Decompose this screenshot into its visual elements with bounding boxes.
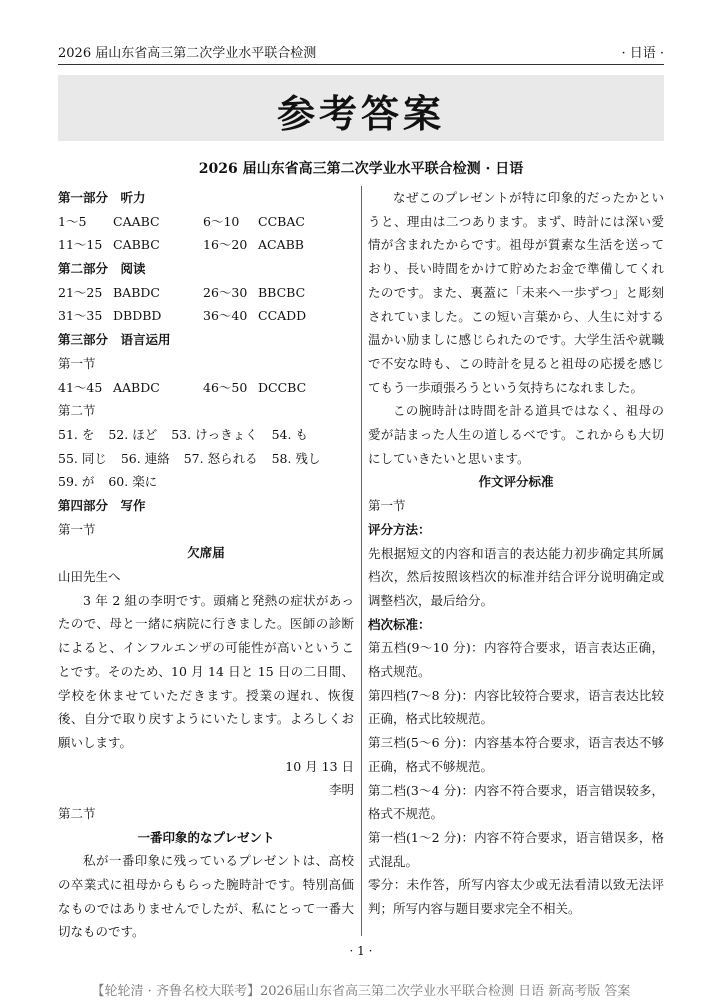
answer-key: DBDBD (113, 308, 162, 324)
range-label: 36～40 (203, 308, 248, 324)
range-label: 46～50 (203, 379, 248, 395)
essay2-paragraph-2: なぜこのプレゼントが特に印象的だったかというと、理由は二つあります。まず、時計には深い愛情が含まれたからです。祖母が質素な生活を送っており、長い時間をかけて貯めたお金で準備してくれたのです。また、裏蓋に「未来へ一歩ずつ」と彫刻されていました。この短い言葉から、人生に対する温かい励ましに感じられたのです。大学生活や就職で不安な時も、この時計を見ると祖母の応援を感じてもう一歩頑張ろうという気持ちになれました。 (368, 190, 664, 395)
section-label: 第一节 (368, 498, 406, 514)
fill-answer-line (58, 447, 354, 471)
section-label: 第一节 (58, 355, 96, 371)
page-number: · 1 · (349, 944, 373, 958)
fill-answer: 59. が (58, 474, 95, 490)
fill-answer: 54. も (271, 426, 308, 442)
answer-key: CABBC (113, 237, 160, 253)
fill-answer: 55. 同じ (58, 450, 107, 466)
level-item: 第二档(3～4 分)：内容不符合要求，语言错误较多，格式不规范。 (368, 782, 664, 822)
part1-heading: 第一部分 听力 (58, 190, 146, 205)
answer-row (58, 304, 354, 328)
answer-key: DCCBC (258, 379, 307, 395)
range-label: 6～10 (203, 213, 240, 229)
part2-heading: 第二部分 阅读 (58, 261, 146, 277)
answer-row (58, 281, 354, 305)
essay2-paragraph-1: 私が一番印象に残っているプレゼントは、高校の卒業式に祖母からもらった腕時計です。特別高価なものではありませんでしたが、私にとって一番大切なものです。 (58, 853, 354, 940)
range-label: 21～25 (58, 284, 103, 300)
essay2-paragraph-3: この腕時計は時間を計る道具ではなく、祖母の愛が詰まった人生の道しるべです。これからも大切にしていきたいと思います。 (368, 403, 664, 466)
essay2-title: 一番印象的なプレゼント (137, 829, 275, 845)
level-item: 第一档(1～2 分)：内容不符合要求，语言错误多，格式混乱。 (368, 829, 664, 869)
essay1-title: 欠席届 (187, 545, 225, 561)
range-label: 16～20 (203, 237, 248, 253)
column-divider (361, 186, 362, 936)
grading-title: 作文评分标准 (478, 474, 554, 490)
part3-heading: 第三部分 语言运用 (58, 332, 171, 348)
answer-key: ACABB (258, 237, 304, 253)
fill-answer: 52. ほど (108, 426, 158, 442)
answer-key: CCBAC (258, 213, 305, 229)
banner-title: 参考答案 (276, 92, 445, 136)
answer-key: CCADD (258, 308, 307, 324)
part4-heading: 第四部分 写作 (58, 497, 146, 513)
fill-answer: 58. 残し (271, 450, 321, 466)
section-label: 第一节 (58, 521, 96, 537)
answer-row (58, 233, 354, 257)
answer-row (58, 210, 354, 234)
range-label: 26～30 (203, 284, 248, 300)
section-label: 第二节 (58, 403, 96, 419)
essay1-signer: 李明 (328, 782, 354, 798)
answer-row (58, 376, 354, 400)
range-label: 41～45 (58, 379, 103, 395)
level-item: 第四档(7～8 分)：内容比较符合要求，语言表达比较正确，格式比较规范。 (368, 687, 664, 727)
fill-answer-line (58, 470, 354, 494)
answer-key: AABDC (113, 379, 160, 395)
method-heading: 评分方法： (368, 521, 431, 537)
answer-banner (58, 75, 664, 141)
fill-answer: 53. けっきょく (171, 426, 258, 442)
answer-key: CAABC (113, 213, 160, 229)
range-label: 11～15 (58, 237, 103, 253)
answer-key: BBCBC (258, 284, 306, 300)
fill-answer: 57. 怒られる (183, 450, 258, 466)
fill-answer: 56. 連絡 (120, 450, 170, 466)
answer-key: BABDC (113, 284, 160, 300)
essay1-salutation: 山田先生へ (58, 569, 121, 584)
section-label: 第二节 (58, 805, 96, 821)
method-text: 先根据短文的内容和语言的表达能力初步确定其所属档次，然后按照该档次的标准并结合评分说明确定或调整档次，最后给分。 (368, 545, 664, 608)
left-column (58, 186, 354, 944)
document-title: 2026 届山东省高三第二次学业水平联合检测 · 日语 (198, 161, 524, 177)
fill-answer: 60. 楽に (108, 474, 158, 490)
range-label: 1～5 (58, 213, 87, 229)
level-item: 第三档(5～6 分)：内容基本符合要求，语言表达不够正确，格式不够规范。 (368, 735, 664, 774)
header-subject: · 日语 · (621, 46, 664, 61)
essay1-date: 10 月 13 日 (285, 758, 354, 774)
essay1-body: 3 年 2 組の李明です。頭痛と発熱の症状があったので、母と一緒に病院に行きました。医師の診断によると、インフルエンザの可能性が高いということです。そのため、10 月 14 日と 15 日の二日間、学校を休ませていただきます。授業の遅れ、恢復後、自分で取り戻すようにいたします。よろしくお願いします。 (58, 592, 354, 750)
levels-heading: 档次标准： (368, 616, 431, 632)
running-header (58, 40, 664, 65)
fill-answer-line (58, 423, 354, 447)
range-label: 31～35 (58, 308, 103, 324)
level-item: 零分：未作答，所写内容太少或无法看清以致无法评判；所写内容与题目要求完全不相关。 (368, 877, 664, 917)
level-item: 第五档(9～10 分)：内容符合要求，语言表达正确，格式规范。 (368, 640, 664, 679)
right-column (368, 186, 664, 921)
header-title: 2026 届山东省高三第二次学业水平联合检测 (58, 46, 317, 61)
footer-watermark: 【轮轮清 · 齐鲁名校大联考】2026届山东省高三第二次学业水平联合检测 日语 新高考版 答案 (91, 984, 631, 999)
fill-answer: 51. を (58, 426, 95, 442)
